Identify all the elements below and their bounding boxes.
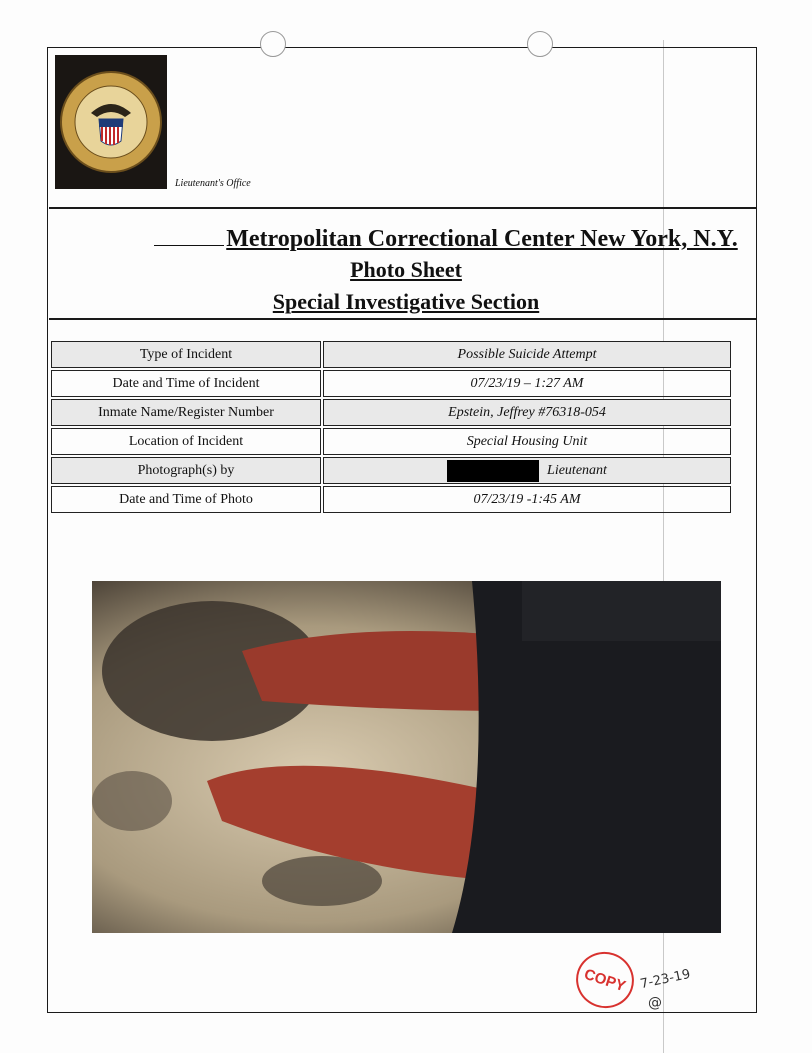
row-value bbox=[323, 457, 731, 484]
row-value: 07/23/19 -1:45 AM bbox=[323, 486, 731, 513]
incident-photo bbox=[92, 581, 721, 933]
punch-hole-right bbox=[527, 31, 553, 57]
row-value: Special Housing Unit bbox=[323, 428, 731, 455]
title-section-text: Special Investigative Section bbox=[272, 289, 540, 314]
row-label: Type of Incident bbox=[51, 341, 321, 368]
row-label: Location of Incident bbox=[51, 428, 321, 455]
punch-hole-left bbox=[260, 31, 286, 57]
incident-info-table bbox=[49, 339, 733, 515]
doj-seal-logo bbox=[55, 55, 167, 189]
photographer-title: Lieutenant bbox=[547, 462, 607, 478]
row-value: Epstein, Jeffrey #76318-054 bbox=[323, 399, 731, 426]
office-label: Lieutenant's Office bbox=[175, 178, 251, 189]
redaction-bar bbox=[447, 460, 539, 482]
table-row bbox=[51, 457, 731, 484]
header-rule-top bbox=[49, 207, 757, 209]
table-row bbox=[51, 399, 731, 426]
row-value: 07/23/19 – 1:27 AM bbox=[323, 370, 731, 397]
title-photo-sheet-text: Photo Sheet bbox=[350, 257, 462, 282]
title-section bbox=[0, 289, 812, 315]
row-label: Date and Time of Photo bbox=[51, 486, 321, 513]
row-label: Date and Time of Incident bbox=[51, 370, 321, 397]
title-facility bbox=[40, 226, 812, 253]
title-photo-sheet bbox=[0, 257, 812, 283]
row-label: Inmate Name/Register Number bbox=[51, 399, 321, 426]
handwritten-date: 7-23-19 bbox=[638, 966, 692, 993]
header-rule-bottom bbox=[49, 318, 757, 320]
table-row bbox=[51, 370, 731, 397]
handwritten-initial: @ bbox=[648, 995, 662, 1011]
title-facility-text: Metropolitan Correctional Center New York, N.Y. bbox=[226, 226, 738, 252]
copy-stamp: COPY bbox=[569, 944, 641, 1015]
table-row bbox=[51, 486, 731, 513]
row-value: Possible Suicide Attempt bbox=[323, 341, 731, 368]
row-label: Photograph(s) by bbox=[51, 457, 321, 484]
table-row bbox=[51, 428, 731, 455]
table-row bbox=[51, 341, 731, 368]
